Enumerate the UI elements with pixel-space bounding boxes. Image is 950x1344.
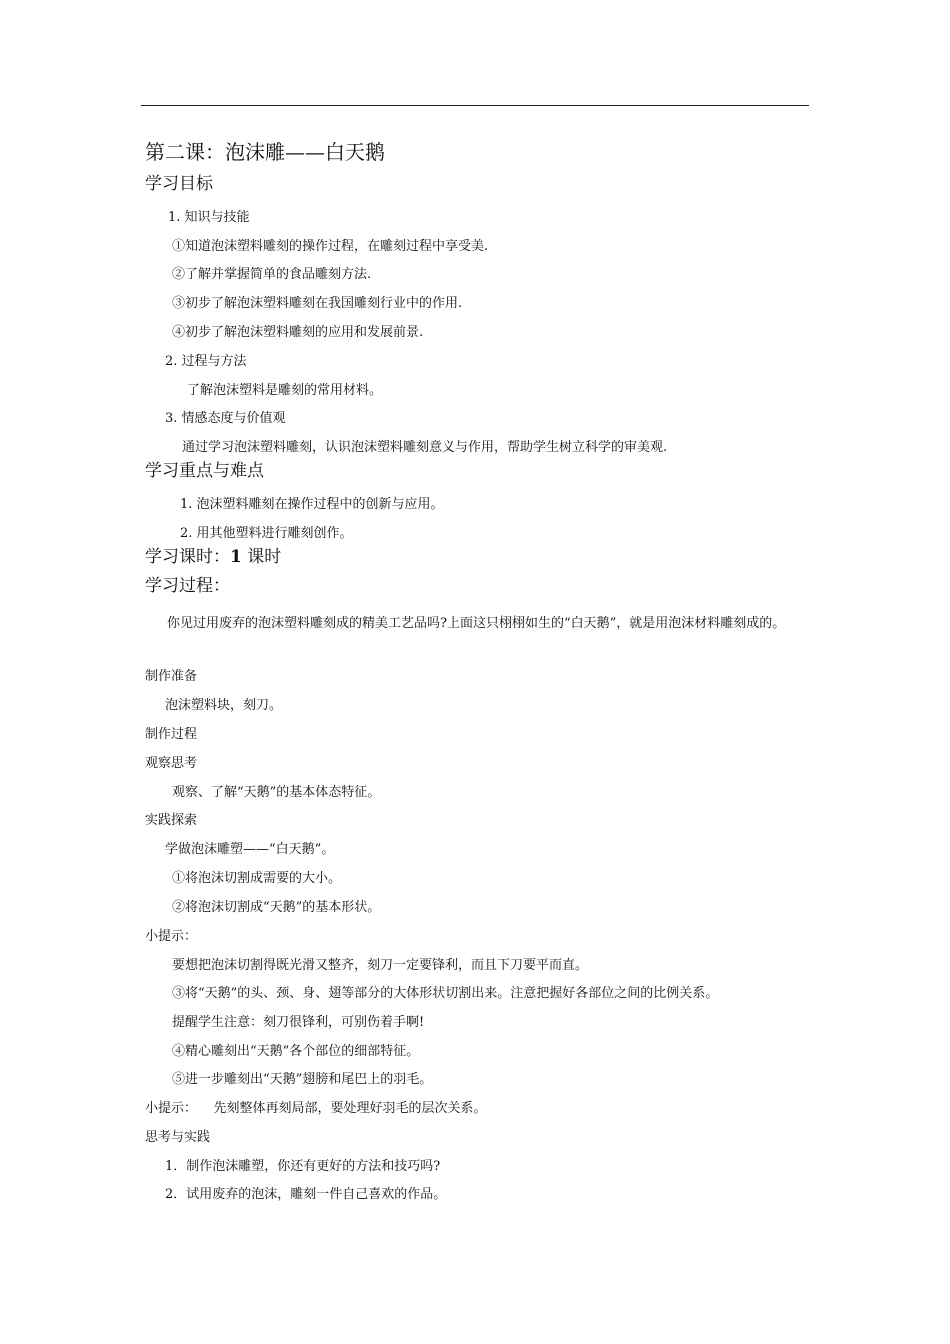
tip-label: 小提示： [145, 929, 198, 944]
objective-item-1: ①知道泡沫塑料雕刻的操作过程，在雕刻过程中享受美. [172, 239, 489, 254]
keypoints-heading: 学习重点与难点 [145, 461, 264, 481]
process-intro: 你见过用废弃的泡沫塑料雕刻成的精美工艺品吗?上面这只栩栩如生的“白天鹅”，就是用泡沫材料雕刻成的。 [167, 616, 786, 631]
step-3: ③将“天鹅”的头、颈、身、翅等部分的大体形状切割出来。注意把握好各部位之间的比例关系。 [172, 986, 719, 1001]
keypoint-item-2: 2. 用其他塑料进行雕刻创作。 [180, 526, 353, 541]
objective-item-4: ④初步了解泡沫塑料雕刻的应用和发展前景. [172, 325, 424, 340]
objective-section-2-text: 了解泡沫塑料是雕刻的常用材料。 [187, 383, 383, 398]
objectives-heading: 学习目标 [145, 174, 213, 194]
objective-section-1-title: 1. 知识与技能 [168, 210, 250, 225]
objective-section-2-title: 2. 过程与方法 [165, 354, 247, 369]
study-hours [145, 546, 281, 568]
observe-title: 观察思考 [145, 756, 198, 771]
process-heading: 学习过程： [145, 576, 230, 596]
objective-item-2: ②了解并掌握简单的食品雕刻方法. [172, 267, 372, 282]
prep-title: 制作准备 [145, 669, 198, 684]
step-1: ①将泡沫切割成需要的大小。 [172, 871, 342, 886]
step-5: ⑤进一步雕刻出“天鹅”翅膀和尾巴上的羽毛。 [172, 1072, 433, 1087]
study-hours-label: 学习课时： [145, 547, 230, 567]
practice-title: 实践探索 [145, 813, 198, 828]
question-1: 1．制作泡沫雕塑，你还有更好的方法和技巧吗? [165, 1159, 441, 1174]
question-2: 2．试用废弃的泡沫，雕刻一件自己喜欢的作品。 [165, 1187, 447, 1202]
step-4: ④精心雕刻出“天鹅”各个部位的细部特征。 [172, 1044, 420, 1059]
process-title: 制作过程 [145, 727, 198, 742]
tip-text: 要想把泡沫切割得既光滑又整齐，刻刀一定要锋利，而且下刀要平而直。 [172, 958, 589, 973]
lesson-title: 第二课：泡沫雕——白天鹅 [145, 140, 385, 164]
objective-item-3: ③初步了解泡沫塑料雕刻在我国雕刻行业中的作用. [172, 296, 463, 311]
think-title: 思考与实践 [145, 1130, 211, 1145]
prep-text: 泡沫塑料块，刻刀。 [165, 698, 283, 713]
practice-text: 学做泡沫雕塑——“白天鹅”。 [165, 842, 335, 857]
study-hours-number: 1 [230, 547, 242, 567]
objective-section-3-text: 通过学习泡沫塑料雕刻，认识泡沫塑料雕刻意义与作用，帮助学生树立科学的审美观. [182, 440, 668, 455]
keypoint-item-1: 1. 泡沫塑料雕刻在操作过程中的创新与应用。 [180, 497, 444, 512]
step-2: ②将泡沫切割成“天鹅”的基本形状。 [172, 900, 381, 915]
tip-2: 小提示： 先刻整体再刻局部，要处理好羽毛的层次关系。 [145, 1101, 487, 1116]
safety-warning: 提醒学生注意：刻刀很锋利，可别伤着手啊! [172, 1015, 425, 1030]
observe-text: 观察、了解“天鹅”的基本体态特征。 [172, 785, 381, 800]
study-hours-unit: 课时 [241, 547, 282, 567]
objective-section-3-title: 3. 情感态度与价值观 [165, 411, 286, 426]
header-rule [141, 105, 809, 106]
